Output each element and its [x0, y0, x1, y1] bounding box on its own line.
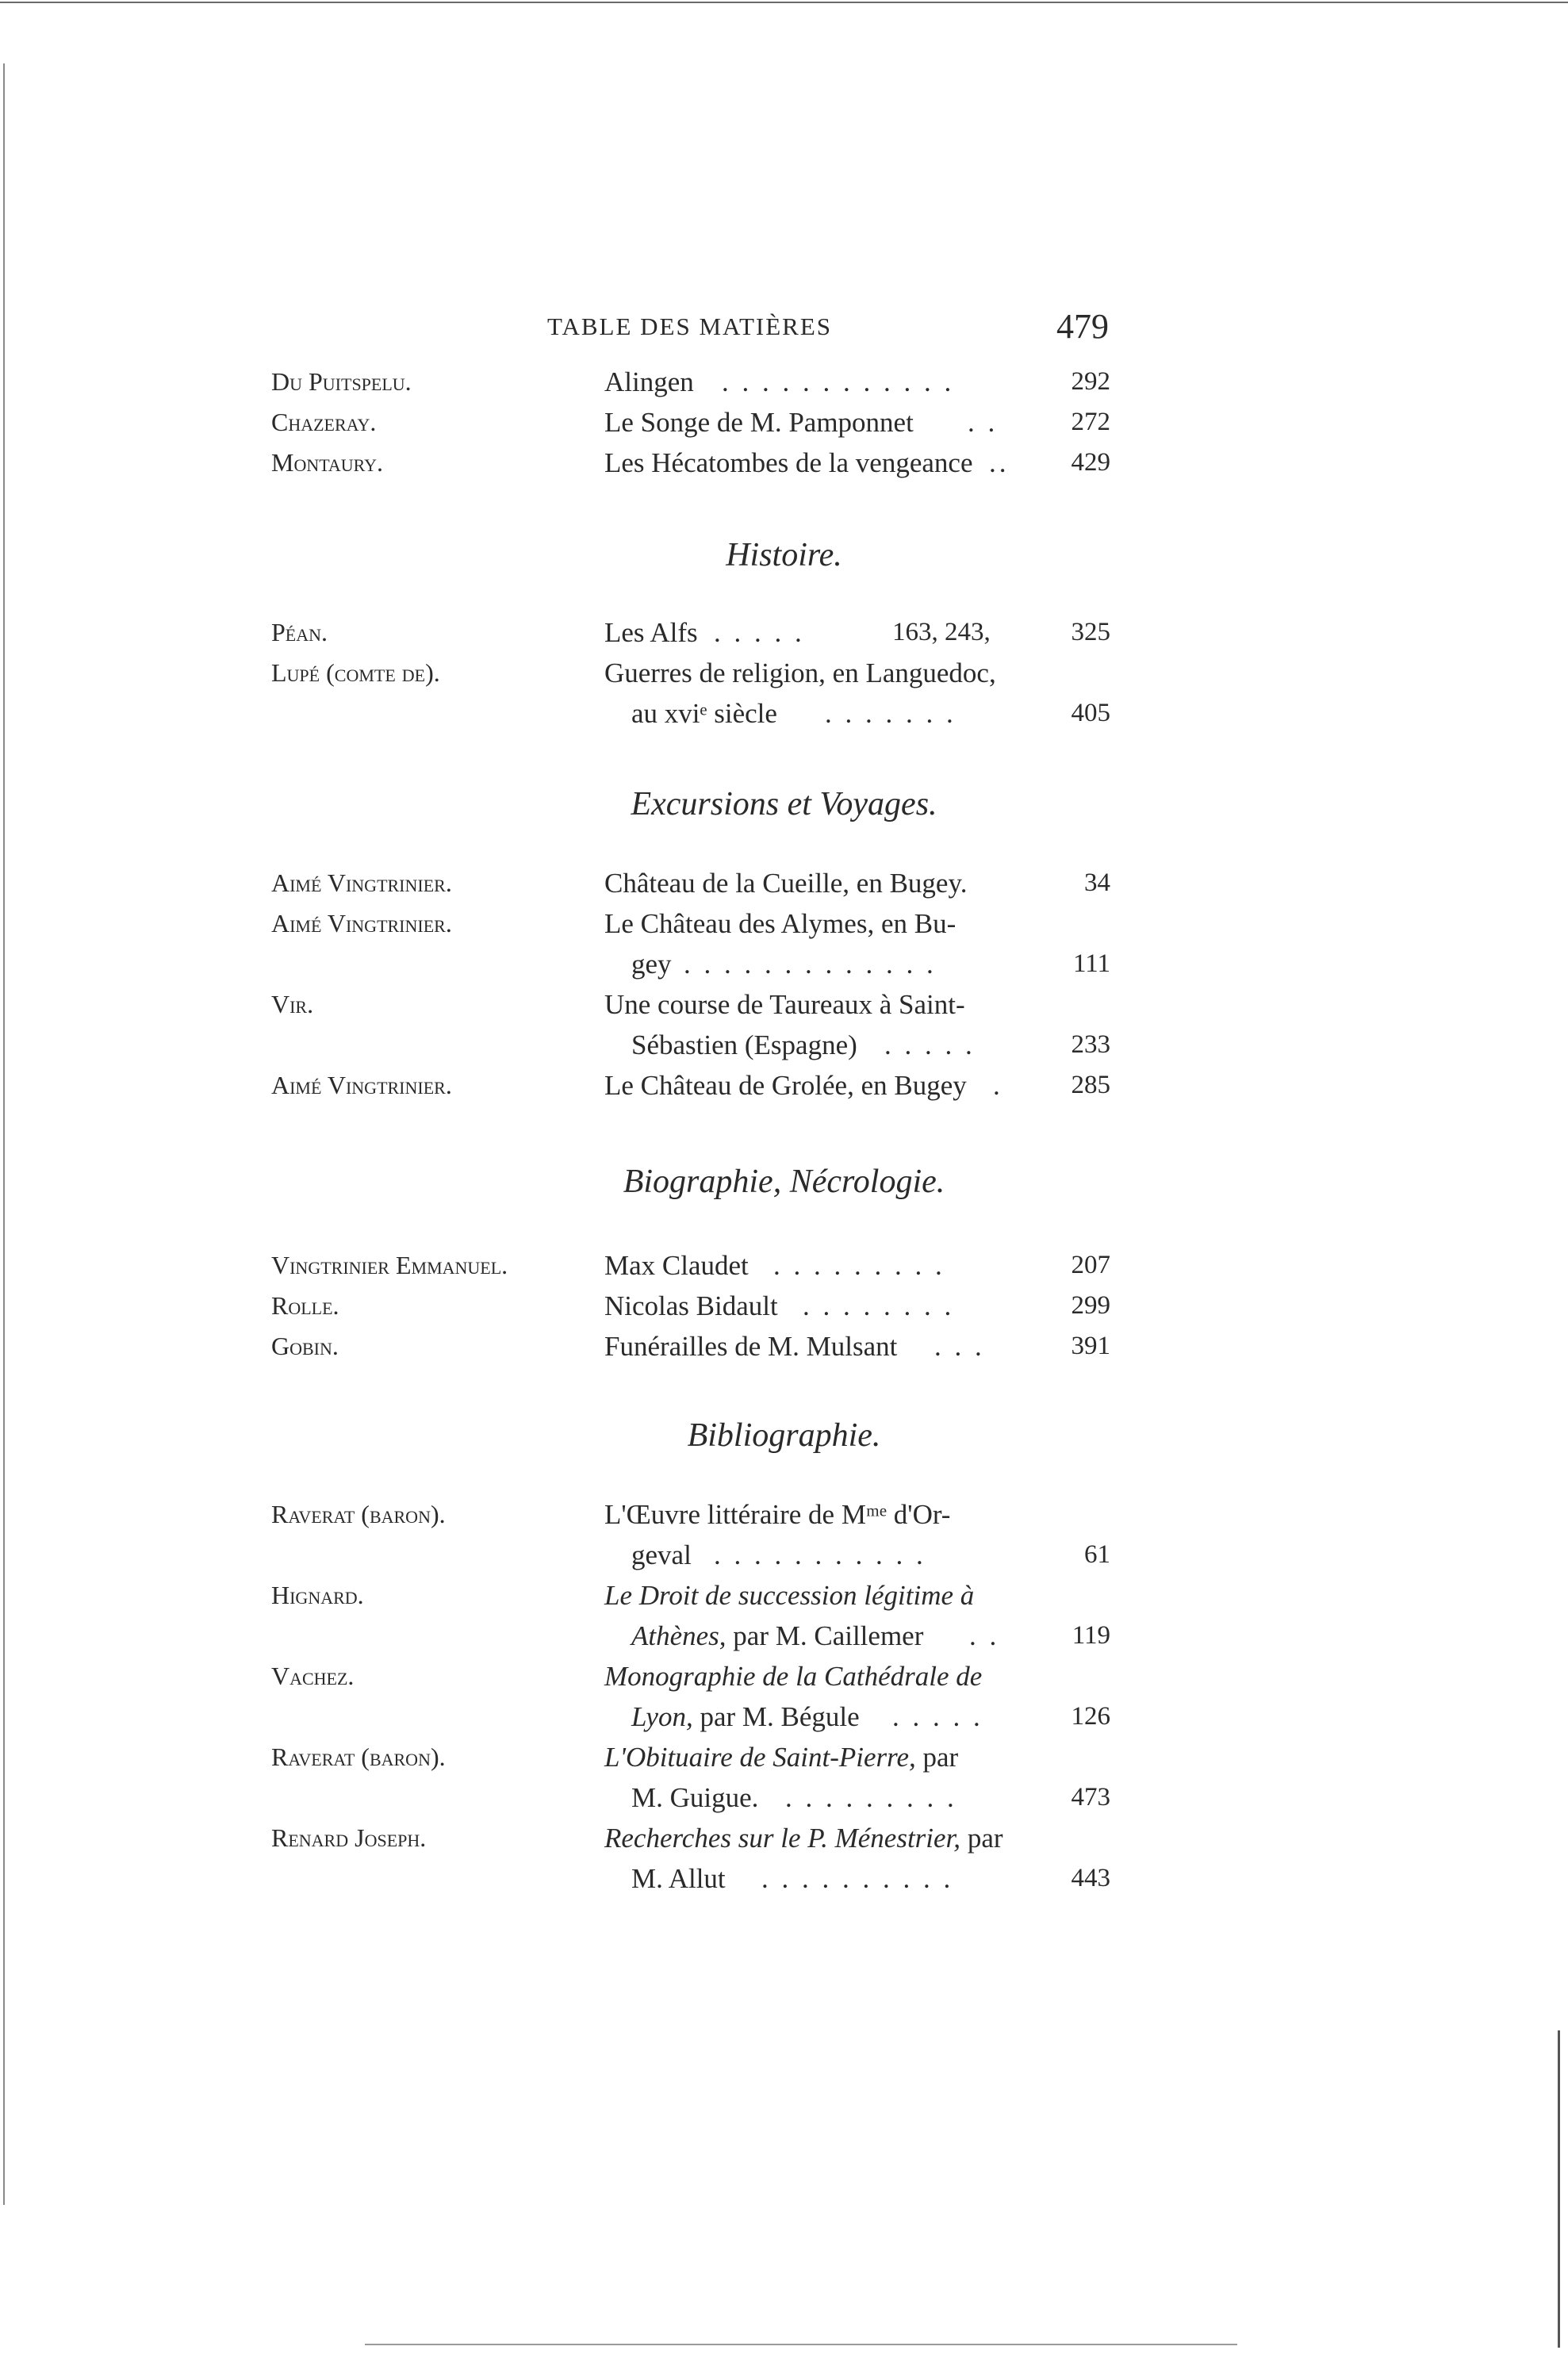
- entry-author: Aimé Vingtrinier.: [271, 1071, 452, 1099]
- entry-title-line: [0, 944, 1568, 984]
- page-number: 479: [1056, 307, 1109, 346]
- entry-title-continued: au xviᵉ siècle: [631, 698, 777, 729]
- entry-title-line: [0, 1286, 1568, 1326]
- entry-page: 325: [1071, 618, 1110, 646]
- entry-title-line: [0, 1025, 1568, 1065]
- entry-title: Le Château de Grolée, en Bugey: [604, 1070, 967, 1101]
- entry-page: 34: [1084, 868, 1110, 897]
- scan-edge-top: [0, 2, 1568, 3]
- section-heading-excursions: Excursions et Voyages.: [631, 786, 937, 822]
- entry-page: 61: [1084, 1540, 1110, 1569]
- entry-author: Raverat (baron).: [271, 1742, 446, 1771]
- entry-title-line: [0, 863, 1568, 903]
- entry-title-line: [0, 1818, 1568, 1858]
- entry-author: Vingtrinier Emmanuel.: [271, 1251, 508, 1279]
- entry-page: 429: [1071, 448, 1110, 477]
- dot-leader: . . . . . . . . . .: [761, 1863, 954, 1894]
- entry-page: 443: [1071, 1864, 1110, 1892]
- entry-title-italic-part: L'Obituaire de Saint-Pierre,: [604, 1742, 916, 1773]
- entry-title-line: [0, 1656, 1568, 1696]
- dot-leader: . .: [969, 1620, 1000, 1651]
- dot-leader: . .: [968, 407, 999, 438]
- entry-title: Nicolas Bidault: [604, 1290, 778, 1321]
- entry-title-italic-part: Athènes,: [631, 1620, 726, 1651]
- entry-title: Une course de Taureaux à Saint-: [604, 989, 965, 1020]
- toc-entry: [0, 1656, 1568, 1737]
- entry-title: [604, 1818, 1003, 1858]
- toc-entry: [0, 362, 1568, 402]
- entry-page: 119: [1072, 1621, 1110, 1650]
- entry-title-italic-part: Lyon,: [631, 1701, 693, 1732]
- histoire-section: [0, 612, 1568, 734]
- entry-title-line: [0, 693, 1568, 734]
- entry-page: 207: [1071, 1251, 1110, 1279]
- entry-title-line: [0, 1737, 1568, 1777]
- entry-title-continued: M. Allut: [631, 1863, 726, 1894]
- toc-entry: [0, 1326, 1568, 1367]
- entry-title-line: [0, 903, 1568, 944]
- toc-entry: [0, 402, 1568, 443]
- entry-author: Montaury.: [271, 448, 384, 477]
- entry-title-italic-part: Recherches sur le P. Ménestrier,: [604, 1823, 961, 1854]
- entry-page: 233: [1071, 1030, 1110, 1059]
- entry-title-line: [0, 1065, 1568, 1106]
- entry-title-roman-part: par M. Caillemer: [726, 1620, 924, 1651]
- entry-author: Aimé Vingtrinier.: [271, 868, 452, 897]
- entry-author: Vir.: [271, 990, 314, 1018]
- entry-page: 473: [1071, 1783, 1110, 1812]
- entry-author: Aimé Vingtrinier.: [271, 909, 452, 937]
- entry-title: Funérailles de M. Mulsant: [604, 1331, 898, 1362]
- toc-entry: [0, 1575, 1568, 1656]
- entry-title-line: [0, 443, 1568, 483]
- dot-leader: . . . . . . . . . . . . .: [684, 949, 937, 980]
- entry-title: Château de la Cueille, en Bugey.: [604, 868, 968, 899]
- entry-title: Les Alfs: [604, 617, 698, 648]
- dot-leader: . . . . .: [892, 1701, 983, 1732]
- entry-title: Le Château des Alymes, en Bu-: [604, 908, 957, 939]
- section-heading-bibliographie: Bibliographie.: [687, 1417, 881, 1454]
- toc-entry: [0, 653, 1568, 734]
- entry-title-line: [0, 1858, 1568, 1899]
- entry-author: Raverat (baron).: [271, 1500, 446, 1528]
- dot-leader: ..: [989, 447, 1010, 478]
- entry-author: Gobin.: [271, 1332, 339, 1360]
- entry-title-continued: [631, 1616, 923, 1656]
- entry-title-continued: geval: [631, 1539, 692, 1570]
- entry-page: 285: [1071, 1071, 1110, 1099]
- entry-title-line: [0, 1535, 1568, 1575]
- entry-author: Hignard.: [271, 1581, 364, 1609]
- section-heading-histoire: Histoire.: [726, 537, 842, 573]
- entry-title: Le Songe de M. Pamponnet: [604, 407, 914, 438]
- entry-author: Du Puitspelu.: [271, 367, 412, 396]
- entry-title-continued: [631, 1696, 860, 1737]
- entry-title-line: [0, 984, 1568, 1025]
- entry-page: 405: [1071, 699, 1110, 727]
- toc-entry: [0, 612, 1568, 653]
- entry-title-line: [0, 1245, 1568, 1286]
- entry-title-line: [0, 1575, 1568, 1616]
- dot-leader: . . . . .: [714, 617, 805, 648]
- entry-title-line: [0, 1616, 1568, 1656]
- dot-leader: . . . . . . . . . . . .: [722, 366, 955, 397]
- entry-title-continued: Sébastien (Espagne): [631, 1029, 857, 1060]
- dot-leader: . . . . . . . . .: [785, 1782, 957, 1813]
- toc-entry: [0, 1286, 1568, 1326]
- biographie-section: [0, 1245, 1568, 1367]
- entry-author: Péan.: [271, 618, 328, 646]
- dot-leader: . . . . . . . . .: [773, 1250, 945, 1281]
- toc-entry: [0, 1818, 1568, 1899]
- entry-title-line: [0, 1777, 1568, 1818]
- entry-page: 292: [1071, 367, 1110, 396]
- entry-title-roman-part: par: [960, 1823, 1003, 1854]
- entry-title: Le Droit de succession légitime à: [604, 1580, 975, 1611]
- toc-entry: [0, 1065, 1568, 1106]
- entry-title-line: [0, 653, 1568, 693]
- entry-title: Alingen: [604, 366, 694, 397]
- dot-leader: . . . . .: [884, 1029, 976, 1060]
- toc-entry: [0, 1494, 1568, 1575]
- entry-title-continued: gey: [631, 949, 672, 980]
- entry-page: 391: [1071, 1332, 1110, 1360]
- toc-entry: [0, 984, 1568, 1065]
- entry-author: Lupé (comte de).: [271, 658, 440, 687]
- toc-entry: [0, 863, 1568, 903]
- fiction-section: [0, 362, 1568, 483]
- entry-page: 299: [1071, 1291, 1110, 1320]
- entry-author: Chazeray.: [271, 408, 377, 436]
- entry-title: Max Claudet: [604, 1250, 749, 1281]
- entry-page: 272: [1071, 408, 1110, 436]
- entry-title-line: [0, 362, 1568, 402]
- entry-title: Les Hécatombes de la vengeance: [604, 447, 973, 478]
- toc-entry: [0, 1245, 1568, 1286]
- entry-title: L'Œuvre littéraire de Mᵐᵉ d'Or-: [604, 1499, 951, 1530]
- entry-page: 126: [1071, 1702, 1110, 1731]
- excursions-section: [0, 863, 1568, 1106]
- dot-leader: . . .: [934, 1331, 985, 1362]
- entry-title-line: [0, 612, 1568, 653]
- scan-edge-right: [1558, 2030, 1560, 2348]
- entry-title: Guerres de religion, en Languedoc,: [604, 658, 996, 688]
- scan-edge-bottom: [365, 2344, 1237, 2345]
- running-header-title: TABLE DES MATIÈRES: [547, 312, 833, 340]
- dot-leader: .: [993, 1070, 1003, 1101]
- entry-title-roman-part: par: [915, 1742, 959, 1773]
- entry-title: Monographie de la Cathédrale de: [604, 1661, 983, 1692]
- entry-title-line: [0, 402, 1568, 443]
- toc-entry: [0, 1737, 1568, 1818]
- bibliographie-section: [0, 1494, 1568, 1899]
- entry-title-continued: M. Guigue.: [631, 1782, 759, 1813]
- entry-page-references: 163, 243,: [892, 618, 991, 646]
- entry-title-line: [0, 1494, 1568, 1535]
- dot-leader: . . . . . . .: [825, 698, 957, 729]
- toc-entry: [0, 443, 1568, 483]
- entry-author: Vachez.: [271, 1662, 355, 1690]
- entry-author: Renard Joseph.: [271, 1823, 427, 1852]
- entry-title-roman-part: par M. Bégule: [692, 1701, 860, 1732]
- entry-title-line: [0, 1326, 1568, 1367]
- entry-author: Rolle.: [271, 1291, 339, 1320]
- entry-title-line: [0, 1696, 1568, 1737]
- dot-leader: . . . . . . . .: [803, 1290, 955, 1321]
- dot-leader: . . . . . . . . . . .: [714, 1539, 926, 1570]
- section-heading-biographie: Biographie, Nécrologie.: [623, 1164, 945, 1200]
- entry-title: [604, 1737, 958, 1777]
- entry-page: 111: [1072, 949, 1110, 978]
- toc-entry: [0, 903, 1568, 984]
